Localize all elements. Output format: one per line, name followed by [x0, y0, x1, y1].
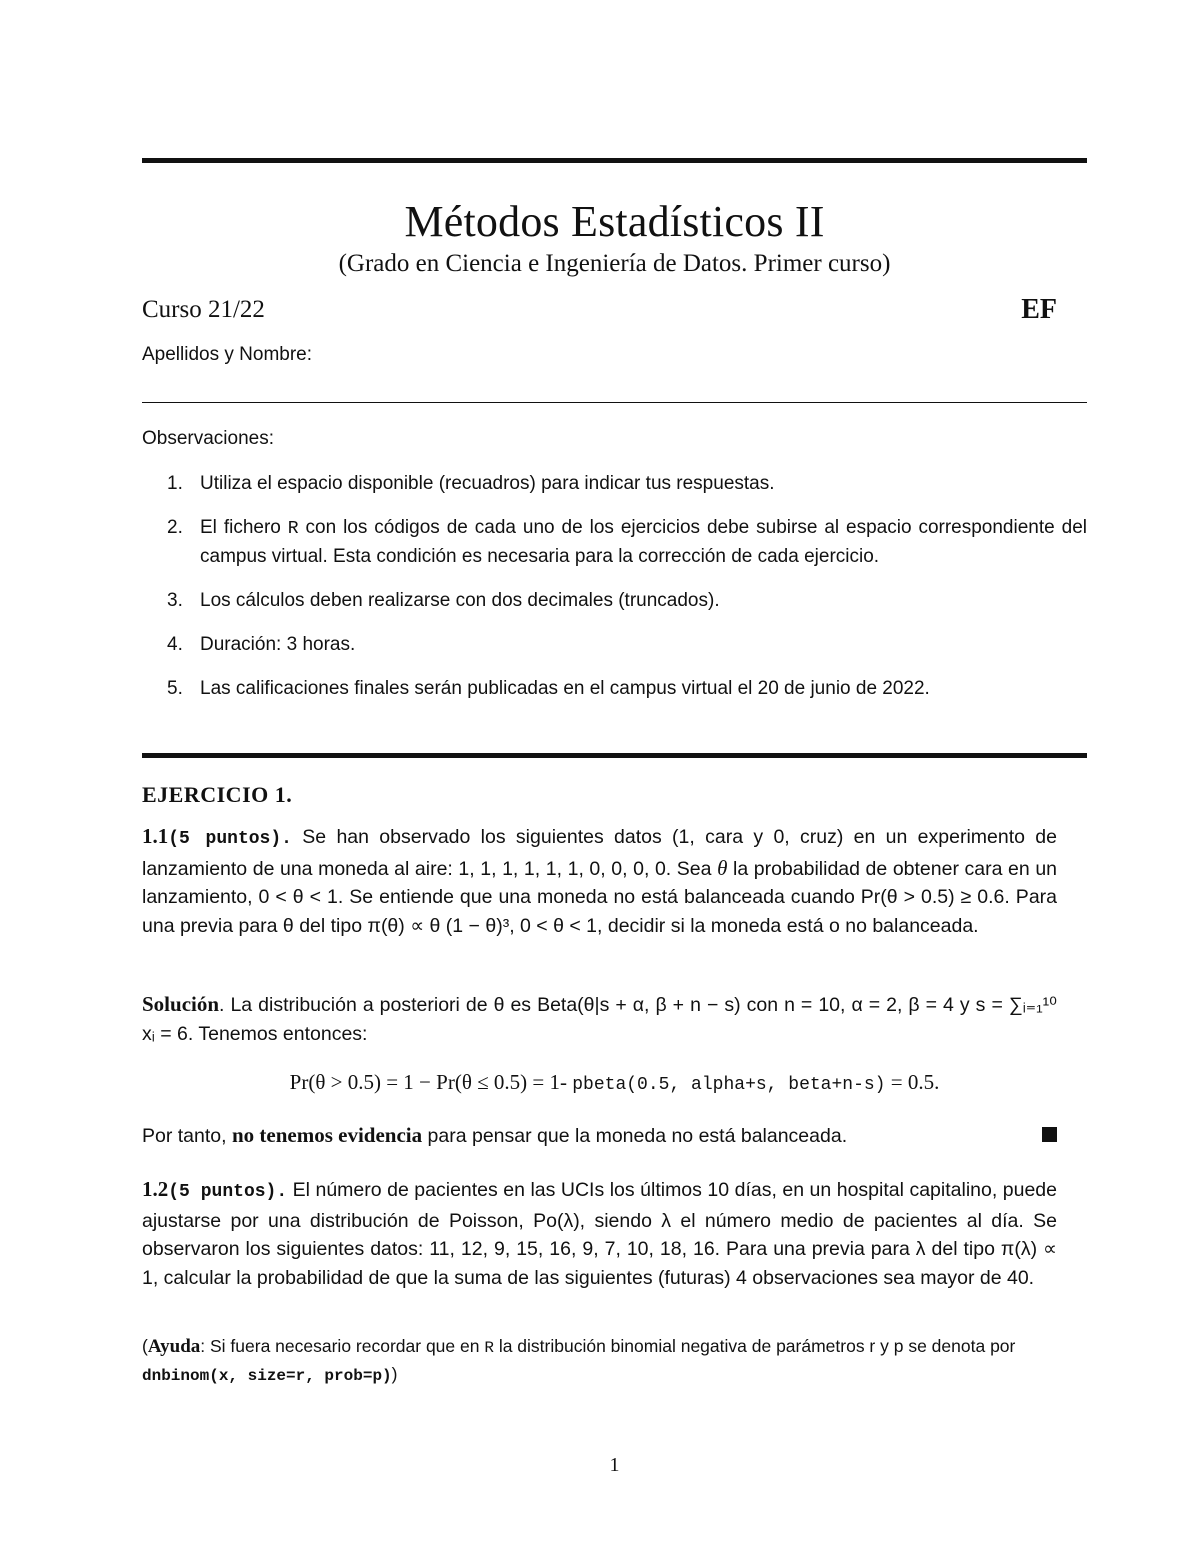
observations-list [142, 470, 1087, 719]
name-line [142, 402, 1087, 403]
hint-open-paren: ( [142, 1336, 148, 1356]
observation-text: Las calificaciones finales serán publicadas en el campus virtual el 20 de junio de 2022. [200, 678, 930, 699]
theta-symbol: θ [717, 855, 728, 880]
hint-close-paren: ) [391, 1364, 398, 1384]
observation-number: 1. [167, 473, 183, 494]
observation-item [142, 470, 1087, 498]
qed-square-icon [1042, 1127, 1057, 1142]
observation-code: R [287, 519, 299, 539]
page-subtitle: (Grado en Ciencia e Ingeniería de Datos. Primer curso) [338, 250, 891, 277]
hint-label: Ayuda [147, 1336, 201, 1357]
observation-text-post: con los códigos de cada uno de los ejercicios debe subirse al espacio correspondiente del campus virtual. Esta condición es necesaria para la corrección de cada ejercicio. [200, 517, 1087, 567]
conclusion-bold: no tenemos evidencia [231, 1123, 423, 1147]
hint-code-r: R [484, 1339, 494, 1357]
hint-code-fn: dnbinom(x, size=r, prob=p) [142, 1367, 392, 1385]
observation-item [142, 631, 1087, 659]
question-text: El número de pacientes en las UCIs los últimos 10 días, en un hospital capitalino, puede ajustarse por una distribución de Poisson, Po(λ), siendo λ el número medio de pacientes al día. Se observaron los siguientes datos: 11, 12, 9, 15, 16, 9, 7, 10, 18, 16. Para una previa para λ del tipo π(λ) ∝ 1, calcular la probabilidad de que la suma de las siguientes (futuras) 4 observaciones sea mayor de 40. [142, 1179, 1057, 1289]
observation-text: Duración: 3 horas. [200, 634, 356, 655]
conclusion-text-b: para pensar que la moneda no está balanceada. [422, 1125, 848, 1147]
observations-label: Observaciones: [142, 428, 275, 449]
question-text-b: la probabilidad de obtener cara en un lanzamiento, 0 < θ < 1. Se entiende que una moneda no está balanceada cuando Pr(θ > 0.5) ≥ 0.6. Para una previa para θ del tipo π(θ) ∝ θ (1 − θ)³, 0 < θ < 1, decidir si la moneda está o no balanceada. [142, 857, 1058, 937]
exam-code: EF [1021, 294, 1057, 325]
name-field-label: Apellidos y Nombre: [142, 344, 313, 365]
solution-conclusion [142, 1121, 1057, 1151]
observation-text-pre: El fichero [200, 517, 288, 538]
observation-number: 2. [167, 517, 183, 538]
equation-code: pbeta(0.5, alpha+s, beta+n-s) [572, 1075, 886, 1095]
hint-text-a: : Si fuera necesario recordar que en [200, 1336, 485, 1356]
observation-number: 3. [167, 590, 183, 611]
question-points: (5 puntos). [168, 829, 292, 849]
observation-item [142, 587, 1087, 615]
observation-text: Los cálculos deben realizarse con dos decimales (truncados). [200, 590, 720, 611]
question-1-2 [142, 1175, 1057, 1292]
exam-page [142, 0, 1087, 1553]
solution-paragraph [142, 990, 1057, 1048]
solution-label: Solución [142, 992, 220, 1016]
observation-text: Utiliza el espacio disponible (recuadros) para indicar tus respuestas. [200, 473, 775, 494]
observation-item [142, 675, 1087, 703]
question-label: 1.2 [142, 1177, 169, 1201]
question-points: (5 puntos). [168, 1182, 288, 1202]
observation-number: 5. [167, 678, 183, 699]
solution-equation [142, 1070, 1087, 1095]
course-label: Curso 21/22 [142, 296, 265, 323]
question-label: 1.1 [142, 824, 169, 848]
page-number: 1 [609, 1454, 620, 1476]
solution-text: . La distribución a posteriori de θ es Beta(θ|s + α, β + n − s) con n = 10, α = 2, β = 4 y s = ∑ᵢ₌₁¹⁰ xᵢ = 6. Tenemos entonces: [142, 994, 1057, 1045]
hint-text-b: la distribución binomial negativa de parámetros r y p se denota por [493, 1336, 1016, 1356]
page-title: Métodos Estadísticos II [404, 197, 825, 246]
exercise-title: EJERCICIO 1. [142, 782, 293, 807]
top-rule [142, 158, 1087, 163]
question-1-1 [142, 822, 1057, 940]
equation-part-a: Pr(θ > 0.5) = 1 − Pr(θ ≤ 0.5) = 1- [289, 1070, 573, 1094]
observation-number: 4. [167, 634, 183, 655]
question-text-a: Se han observado los siguientes datos (1, cara y 0, cruz) en un experimento de lanzamiento de una moneda al aire: 1, 1, 1, 1, 1, 1, 0, 0, 0, 0. Sea [142, 826, 1057, 880]
hint-note [142, 1333, 1067, 1389]
section-rule [142, 753, 1087, 758]
conclusion-text-a: Por tanto, [142, 1125, 232, 1147]
equation-part-b: = 0.5. [885, 1070, 940, 1094]
observation-item [142, 514, 1087, 571]
